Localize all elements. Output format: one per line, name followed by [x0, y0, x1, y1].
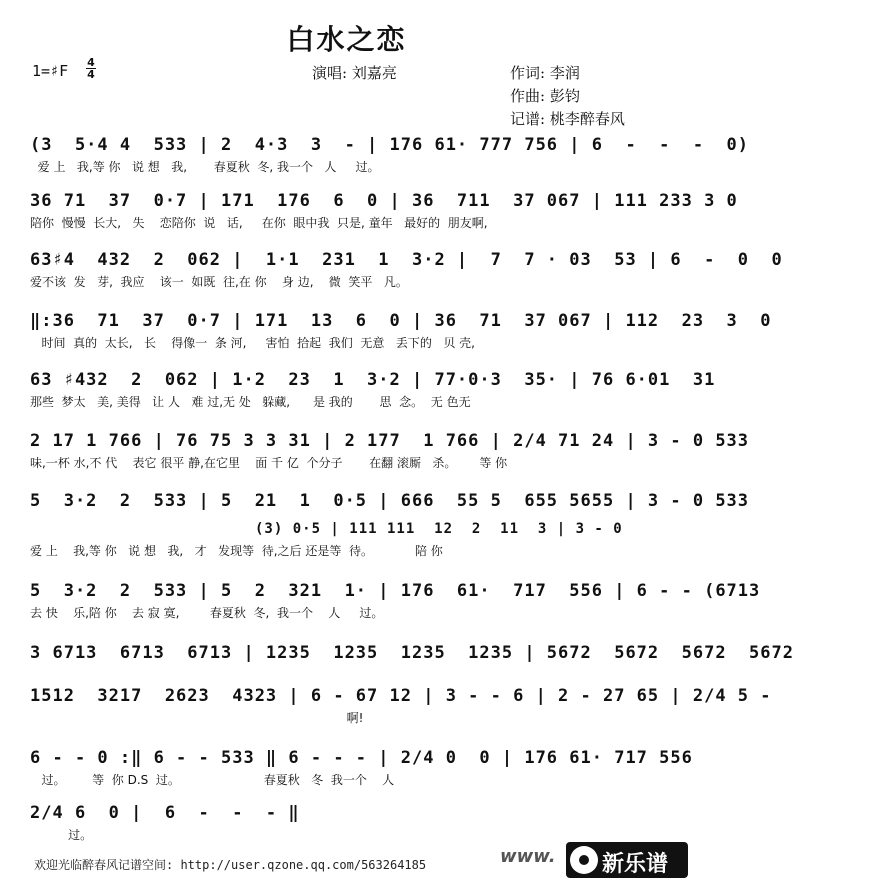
record-disc-icon [570, 846, 598, 874]
notation-line: 1512 3217 2623 4323 | 6 - 67 12 | 3 - - 6 | 2 - 27 65 | 2/4 5 - [30, 686, 772, 706]
lyrics-line: 味,一杯 水,不 代 表它 很平 静,在它里 面 千 亿 个分子 在翻 滚厮 杀。 等 你 [30, 456, 508, 470]
harmony-line: (3) 0·5 | 111 111 12 2 11 3 | 3 - 0 [255, 521, 623, 537]
lyrics-line: 时间 真的 太长, 长 得像一 条 河, 害怕 拾起 我们 无意 丢下的 贝 壳, [30, 336, 475, 350]
transcriber-credit: 记谱: 桃李醉春风 [510, 110, 625, 128]
lyrics-line: 过。 等 你 D.S 过。 春夏秋 冬 我一个 人 [30, 773, 395, 787]
lyrics-line: 爱 上 我,等 你 说 想 我, 才 发现等 待,之后 还是等 待。 陪 你 [30, 544, 443, 558]
notation-line: 3 6713 6713 6713 | 1235 1235 1235 1235 | 5672 5672 5672 5672 [30, 643, 794, 663]
key-signature: 1=♯F [32, 62, 69, 80]
composer-credit: 作曲: 彭钧 [510, 87, 580, 105]
lyrics-line: 去 快 乐,陪 你 去 寂 寞, 春夏秋 冬, 我一个 人 过。 [30, 606, 384, 620]
lyrics-line: 过。 [30, 828, 93, 842]
site-logo [566, 842, 688, 878]
footer-url: 欢迎光临醉春风记谱空间: http://user.qzone.qq.com/563264185 [34, 858, 427, 872]
notation-line: ‖:36 71 37 0·7 | 171 13 6 0 | 36 71 37 067 | 112 23 3 0 [30, 311, 772, 331]
lyrics-line: 陪你 慢慢 长大, 失 恋陪你 说 话, 在你 眼中我 只是, 童年 最好的 朋友啊, [30, 216, 488, 230]
notation-line: 63 ♯432 2 062 | 1·2 23 1 3·2 | 77·0·3 35· | 76 6·01 31 [30, 370, 716, 390]
notation-line: 5 3·2 2 533 | 5 21 1 0·5 | 666 55 5 655 5655 | 3 - 0 533 [30, 491, 750, 511]
lyrics-line: 那些 梦太 美, 美得 让 人 难 过,无 处 躲藏, 是 我的 思 念。 无 色无 [30, 395, 471, 409]
logo-text: 新乐谱 [602, 852, 669, 877]
lyrics-line: 爱不该 发 芽, 我应 该一 如既 往,在 你 身 边, 微 笑平 凡。 [30, 275, 408, 289]
notation-line: 2 17 1 766 | 76 75 3 3 31 | 2 177 1 766 | 2/4 71 24 | 3 - 0 533 [30, 431, 750, 451]
time-signature-bottom: 4 [87, 68, 95, 81]
notation-line: 5 3·2 2 533 | 5 2 321 1· | 176 61· 717 556 | 6 - - (6713 [30, 581, 761, 601]
singer-credit: 演唱: 刘嘉亮 [312, 64, 397, 82]
notation-line: 63♯4 432 2 062 | 1·1 231 1 3·2 | 7 7 · 03 53 | 6 - 0 0 [30, 250, 783, 270]
notation-line: 6 - - 0 :‖ 6 - - 533 ‖ 6 - - - | 2/4 0 0 | 176 61· 717 556 [30, 748, 693, 768]
time-signature-top: 4 [87, 56, 95, 69]
notation-line: 36 71 37 0·7 | 171 176 6 0 | 36 711 37 067 | 111 233 3 0 [30, 191, 738, 211]
watermark: www. [500, 846, 556, 867]
time-signature [86, 57, 96, 80]
notation-line: (3 5·4 4 533 | 2 4·3 3 - | 176 61· 777 756 | 6 - - - 0) [30, 135, 750, 155]
notation-line: 2/4 6 0 | 6 - - - ‖ [30, 803, 300, 823]
song-title: 白水之恋 [286, 23, 407, 56]
lyricist-credit: 作词: 李润 [510, 64, 580, 82]
lyrics-line: 啊! [30, 711, 364, 725]
lyrics-line: 爱 上 我,等 你 说 想 我, 春夏秋 冬, 我一个 人 过。 [30, 160, 380, 174]
